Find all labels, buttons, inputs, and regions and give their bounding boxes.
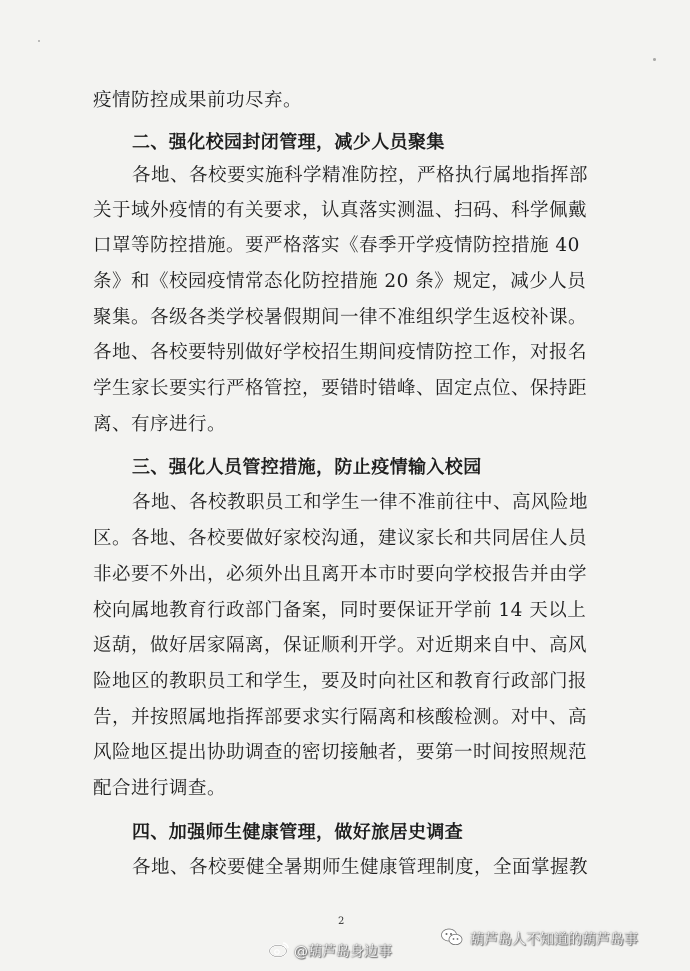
text-line: 风险地区提出协助调查的密切接触者，要第一时间按照规范 bbox=[93, 742, 588, 763]
text-line: 险地区的教职员工和学生，要及时向社区和教育行政部门报 bbox=[93, 671, 588, 692]
weibo-watermark-text: @葫芦岛身边事 bbox=[294, 944, 392, 960]
text-line: 口罩等防控措施。要严格落实《春季开学疫情防控措施 40 bbox=[93, 235, 580, 256]
scan-speck bbox=[653, 58, 656, 61]
section-heading-4: 四、加强师生健康管理，做好旅居史调查 bbox=[132, 822, 464, 843]
text-line: 各地、各校要实施科学精准防控，严格执行属地指挥部 bbox=[132, 165, 589, 186]
text-line: 配合进行调查。 bbox=[93, 778, 227, 799]
text-line: 校向属地教育行政部门备案，同时要保证开学前 14 天以上 bbox=[93, 600, 587, 621]
text-line: 疫情防控成果前功尽弃。 bbox=[93, 90, 303, 111]
wechat-watermark bbox=[440, 926, 638, 952]
text-line: 返葫，做好居家隔离，保证顺利开学。对近期来自中、高风 bbox=[93, 635, 588, 656]
scan-speck bbox=[38, 40, 40, 42]
text-line: 区。各地、各校要做好家校沟通，建议家长和共同居住人员 bbox=[93, 528, 588, 549]
wechat-icon bbox=[440, 927, 464, 951]
text-line: 各地、各校要健全暑期师生健康管理制度，全面掌握教 bbox=[132, 857, 589, 878]
text-line: 学生家长要实行严格管控，要错时错峰、固定点位、保持距 bbox=[93, 378, 588, 399]
weibo-icon bbox=[268, 940, 290, 962]
wechat-watermark-text: 葫芦岛人不知道的葫芦岛事 bbox=[470, 932, 638, 948]
text-line: 聚集。各级各类学校暑假期间一律不准组织学生返校补课。 bbox=[93, 307, 588, 328]
text-line: 离、有序进行。 bbox=[93, 414, 227, 435]
text-line: 告，并按照属地指挥部要求实行隔离和核酸检测。对中、高 bbox=[93, 707, 588, 728]
text-line: 各地、各校要特别做好学校招生期间疫情防控工作，对报名 bbox=[93, 342, 588, 363]
text-line: 各地、各校教职员工和学生一律不准前往中、高风险地 bbox=[132, 492, 589, 513]
text-line: 条》和《校园疫情常态化防控措施 20 条》规定，减少人员 bbox=[93, 271, 587, 292]
section-heading-2: 二、强化校园封闭管理，减少人员聚集 bbox=[132, 132, 445, 153]
page-number: 2 bbox=[338, 916, 345, 927]
text-line: 非必要不外出，必须外出且离开本市时要向学校报告并由学 bbox=[93, 564, 588, 585]
section-heading-3: 三、强化人员管控措施，防止疫情输入校园 bbox=[132, 457, 482, 478]
text-line: 关于域外疫情的有关要求，认真落实测温、扫码、科学佩戴 bbox=[93, 200, 588, 221]
weibo-watermark bbox=[268, 940, 392, 962]
